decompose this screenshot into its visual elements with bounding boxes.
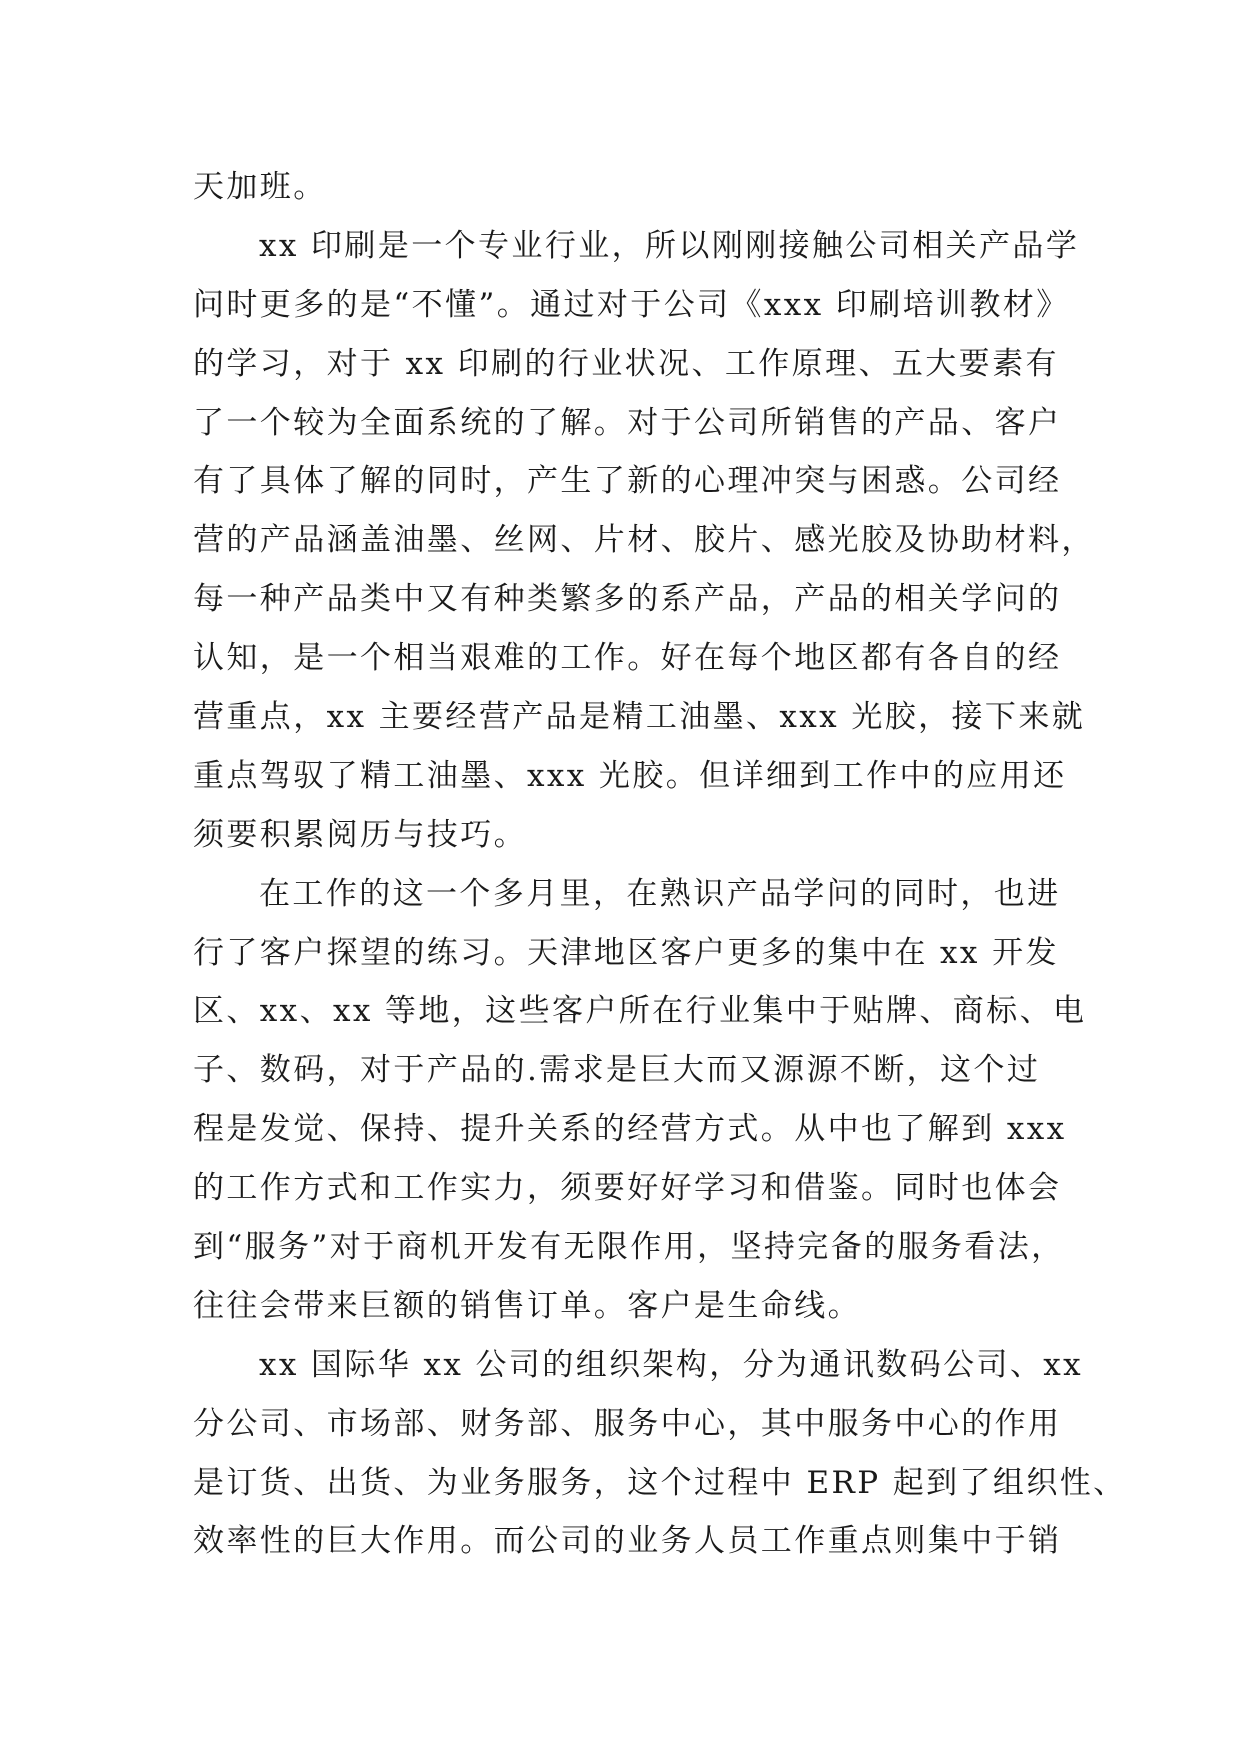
text-line: 到“服务”对于商机开发有无限作用，坚持完备的服务看法， [193, 1229, 1065, 1266]
paragraph [193, 158, 1073, 217]
text-line: 天加班。 [193, 169, 327, 205]
text-line: xx 国际华 xx 公司的组织架构，分为通讯数码公司、xx [259, 1346, 1084, 1383]
text-line: 每一种产品类中又有种类繁多的系产品，产品的相关学问的 [193, 581, 1062, 618]
text-line: 在工作的这一个多月里，在熟识产品学问的同时，也进 [259, 875, 1061, 912]
text-line: 效率性的巨大作用。而公司的业务人员工作重点则集中于销 [193, 1523, 1062, 1560]
text-line: 有了具体了解的同时，产生了新的心理冲突与困惑。公司经 [193, 463, 1062, 500]
text-line: 须要积累阅历与技巧。 [193, 816, 527, 853]
paragraph [193, 217, 1095, 865]
text-line: 重点驾驭了精工油墨、xxx 光胶。但详细到工作中的应用还 [193, 757, 1067, 794]
text-line: 是订货、出货、为业务服务，这个过程中 ERP 起到了组织性、 [193, 1464, 1127, 1501]
text-line: 往往会带来巨额的销售订单。客户是生命线。 [193, 1287, 861, 1324]
body-text [193, 158, 1127, 1571]
text-line: 区、xx、xx 等地，这些客户所在行业集中于贴牌、商标、电 [193, 993, 1087, 1030]
text-line: 子、数码，对于产品的.需求是巨大而又源源不断，这个过 [193, 1052, 1041, 1089]
text-line: 程是发觉、保持、提升关系的经营方式。从中也了解到 xxx [193, 1111, 1067, 1148]
text-line: 的工作方式和工作实力，须要好好学习和借鉴。同时也体会 [193, 1170, 1062, 1207]
text-line: 了一个较为全面系统的了解。对于公司所销售的产品、客户 [193, 404, 1062, 441]
text-line: 认知，是一个相当艰难的工作。好在每个地区都有各自的经 [193, 640, 1062, 677]
text-line: 分公司、市场部、财务部、服务中心，其中服务中心的作用 [193, 1405, 1062, 1442]
text-line: 问时更多的是“不懂”。通过对于公司《xxx 印刷培训教材》 [193, 286, 1070, 323]
text-line: 营重点，xx 主要经营产品是精工油墨、xxx 光胶，接下来就 [193, 699, 1086, 736]
text-line: 行了客户探望的练习。天津地区客户更多的集中在 xx 开发 [193, 934, 1059, 971]
text-line: 的学习，对于 xx 印刷的行业状况、工作原理、五大要素有 [193, 345, 1059, 382]
paragraph [193, 1336, 1127, 1572]
text-line: 营的产品涵盖油墨、丝网、片材、胶片、感光胶及协助材料， [193, 522, 1095, 559]
text-line: xx 印刷是一个专业行业，所以刚刚接触公司相关产品学 [259, 227, 1080, 264]
paragraph [193, 865, 1087, 1336]
